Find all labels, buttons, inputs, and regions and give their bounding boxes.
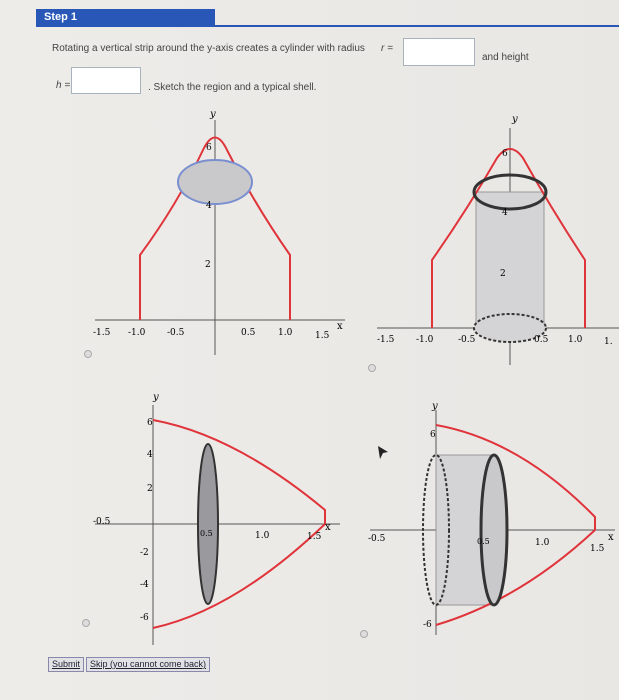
- y-tick: -6: [140, 613, 149, 623]
- radio-option-a[interactable]: [84, 350, 92, 358]
- y-tick: 4: [206, 201, 212, 211]
- x-axis-label: x: [337, 321, 343, 332]
- height-label: h =: [56, 80, 71, 91]
- y-tick: 4: [147, 450, 153, 460]
- question-text: Rotating a vertical strip around the y-axis creates a cylinder with radius: [52, 43, 365, 54]
- shell-right-ellipse: [481, 455, 507, 605]
- graph-option-a[interactable]: [85, 105, 355, 365]
- x-tick: -1.0: [416, 335, 434, 345]
- radius-input[interactable]: [403, 38, 475, 66]
- y-tick: 6: [430, 430, 436, 440]
- step-header: Step 1: [36, 9, 215, 26]
- y-axis-label: y: [432, 401, 438, 412]
- x-tick: 1.5: [590, 544, 605, 554]
- y-tick: 2: [205, 260, 211, 270]
- x-tick: 0.5: [477, 537, 490, 546]
- graph-option-b[interactable]: [372, 110, 619, 370]
- y-tick: 6: [206, 143, 212, 153]
- y-tick: -2: [140, 548, 149, 558]
- x-tick: -0.5: [93, 517, 111, 527]
- x-tick: 0.5: [534, 335, 549, 345]
- mouse-cursor-icon: [377, 445, 389, 461]
- radio-option-c[interactable]: [82, 619, 90, 627]
- x-tick: -1.5: [93, 328, 111, 338]
- y-tick: 4: [502, 208, 508, 218]
- x-tick: 1.5: [307, 532, 322, 542]
- radio-option-d[interactable]: [360, 630, 368, 638]
- submit-button[interactable]: Submit: [48, 657, 84, 672]
- cylinder-body: [476, 192, 544, 328]
- y-axis-label: y: [512, 114, 518, 125]
- radio-option-b[interactable]: [368, 364, 376, 372]
- height-input[interactable]: [71, 67, 141, 94]
- x-axis-label: x: [325, 522, 331, 533]
- shell-ellipse: [178, 160, 252, 204]
- y-tick: 6: [147, 418, 153, 428]
- radius-label: r =: [381, 43, 393, 54]
- x-tick: -0.5: [167, 328, 185, 338]
- y-axis-label: y: [153, 392, 159, 403]
- x-tick: 1.0: [278, 328, 293, 338]
- x-tick: 1.: [604, 337, 613, 347]
- y-tick: -4: [140, 580, 149, 590]
- y-axis-label: y: [210, 109, 216, 120]
- step-divider: [36, 25, 619, 27]
- sketch-instruction: . Sketch the region and a typical shell.: [148, 82, 317, 93]
- graph-option-c[interactable]: [85, 390, 345, 650]
- y-tick: 6: [502, 149, 508, 159]
- x-tick: 0.5: [200, 529, 213, 538]
- x-tick: -1.5: [377, 335, 395, 345]
- shell-ellipse: [198, 444, 218, 604]
- x-tick: 1.0: [535, 538, 550, 548]
- x-tick: -0.5: [368, 534, 386, 544]
- x-tick: 1.0: [568, 335, 583, 345]
- y-tick: 2: [500, 269, 506, 279]
- x-tick: 1.5: [315, 331, 330, 341]
- y-tick: -6: [423, 620, 432, 630]
- x-tick: -0.5: [458, 335, 476, 345]
- x-tick: 0.5: [241, 328, 256, 338]
- x-tick: -1.0: [128, 328, 146, 338]
- y-tick: 2: [147, 484, 153, 494]
- x-axis-label: x: [608, 532, 614, 543]
- graph-option-d[interactable]: [360, 395, 619, 640]
- x-tick: 1.0: [255, 531, 270, 541]
- and-height-text: and height: [482, 52, 529, 63]
- skip-button[interactable]: Skip (you cannot come back): [86, 657, 210, 672]
